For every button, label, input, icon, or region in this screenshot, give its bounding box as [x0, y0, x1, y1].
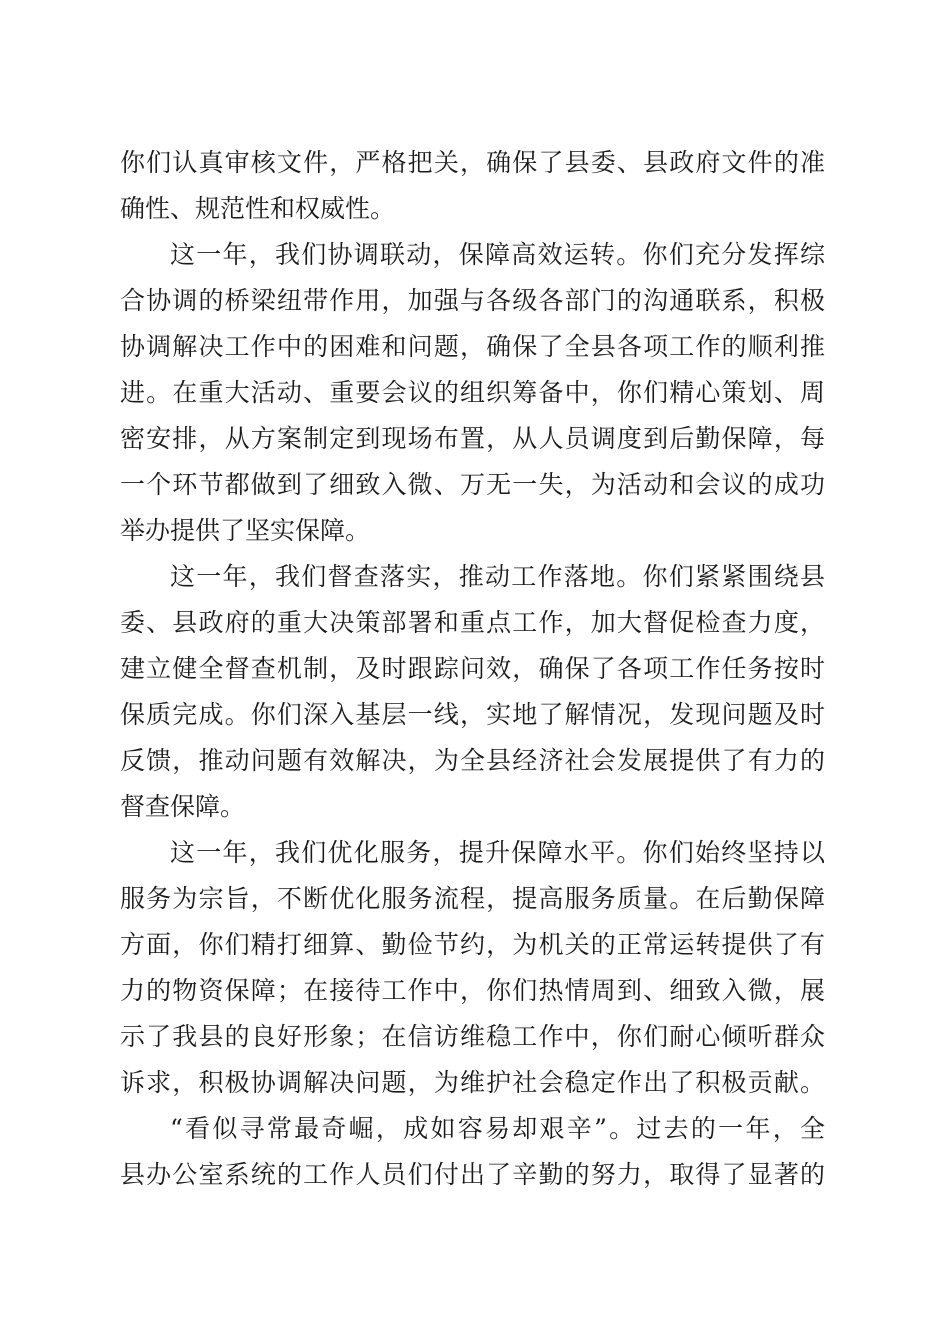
text-line: 服务为宗旨，不断优化服务流程，提高服务质量。在后勤保障 — [120, 884, 825, 913]
text-line: 举办提供了坚实保障。 — [120, 516, 371, 545]
text-line: 方面，你们精打细算、勤俭节约，为机关的正常运转提供了有 — [120, 930, 825, 959]
paragraph-first-line: 这一年，我们协调联动，保障高效运转。你们充分发挥综 — [170, 240, 825, 269]
document-body — [120, 140, 825, 1198]
text-line: 一个环节都做到了细致入微、万无一失，为活动和会议的成功 — [120, 470, 825, 499]
text-line: 反馈，推动问题有效解决，为全县经济社会发展提供了有力的 — [120, 746, 825, 775]
text-line: 合协调的桥梁纽带作用，加强与各级各部门的沟通联系，积极 — [120, 286, 825, 315]
text-line: 协调解决工作中的困难和问题，确保了全县各项工作的顺利推 — [120, 332, 825, 361]
text-line: 示了我县的良好形象；在信访维稳工作中，你们耐心倾听群众 — [120, 1022, 825, 1051]
text-line: 进。在重大活动、重要会议的组织筹备中，你们精心策划、周 — [120, 378, 825, 407]
text-line: 保质完成。你们深入基层一线，实地了解情况，发现问题及时 — [120, 700, 825, 729]
paragraph-first-line: “看似寻常最奇崛，成如容易却艰辛”。过去的一年，全 — [170, 1114, 825, 1143]
text-line: 诉求，积极协调解决问题，为维护社会稳定作出了积极贡献。 — [120, 1068, 825, 1097]
text-line: 确性、规范性和权威性。 — [120, 194, 396, 223]
paragraph-first-line: 这一年，我们优化服务，提升保障水平。你们始终坚持以 — [170, 838, 825, 867]
paragraph-first-line: 这一年，我们督查落实，推动工作落地。你们紧紧围绕县 — [170, 562, 825, 591]
text-line: 委、县政府的重大决策部署和重点工作，加大督促检查力度， — [120, 608, 825, 637]
text-line: 力的物资保障；在接待工作中，你们热情周到、细致入微，展 — [120, 976, 825, 1005]
text-line: 你们认真审核文件，严格把关，确保了县委、县政府文件的准 — [120, 148, 825, 177]
text-line: 密安排，从方案制定到现场布置，从人员调度到后勤保障，每 — [120, 424, 825, 453]
text-line: 督查保障。 — [120, 792, 246, 821]
text-line: 建立健全督查机制，及时跟踪问效，确保了各项工作任务按时 — [120, 654, 825, 683]
text-line: 县办公室系统的工作人员们付出了辛勤的努力，取得了显著的 — [120, 1160, 825, 1189]
